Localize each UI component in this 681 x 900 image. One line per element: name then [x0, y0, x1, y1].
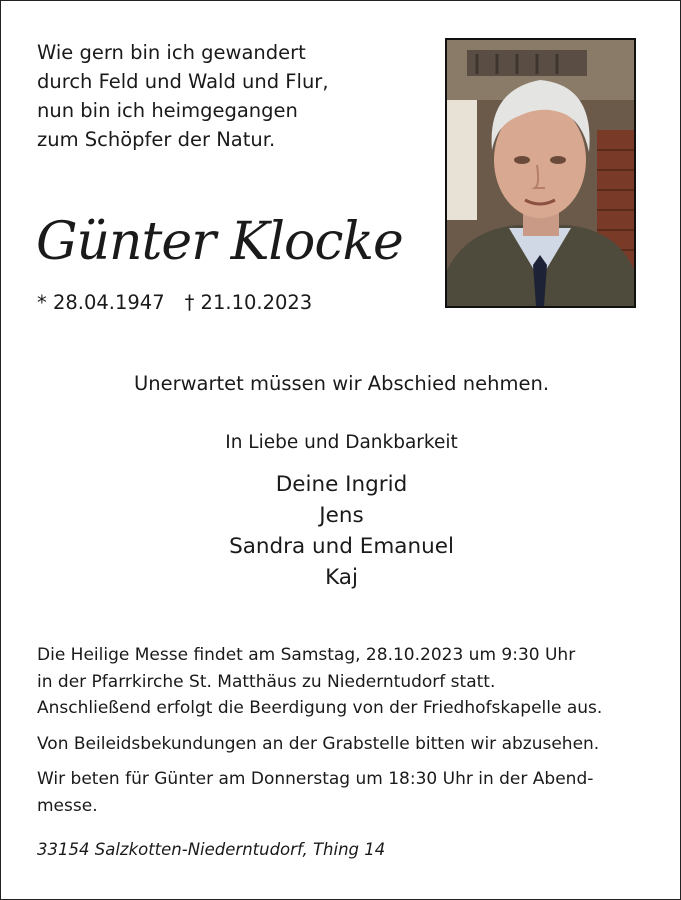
life-dates [37, 289, 312, 317]
poem-line: durch Feld und Wald und Flur, [37, 70, 329, 93]
mass-line: in der Pfarrkirche St. Matthäus zu Niederntudorf statt. [37, 671, 496, 692]
death-date: † 21.10.2023 [184, 291, 313, 314]
poem-line: Wie gern bin ich gewandert [37, 41, 306, 64]
mourner-name: Jens [319, 503, 364, 528]
mourner-name: Deine Ingrid [275, 472, 408, 497]
deceased-name: Günter Klocke [36, 212, 403, 272]
poem-line: nun bin ich heimgegangen [37, 99, 298, 122]
mourner-name: Kaj [325, 565, 358, 590]
prayer-line: messe. [37, 795, 98, 816]
poem-line: zum Schöpfer der Natur. [37, 128, 276, 151]
mass-line: Die Heilige Messe findet am Samstag, 28.10.2023 um 9:30 Uhr [37, 645, 576, 665]
mourner-name: Sandra und Emanuel [229, 534, 454, 559]
condolences-note: Von Beileidsbekundungen an der Grabstelle bitten wir abzusehen. [37, 733, 600, 754]
mourners-list [1, 469, 681, 593]
poem [37, 38, 329, 154]
mass-line: Anschließend erfolgt die Beerdigung von der Friedhofskapelle aus. [37, 698, 603, 718]
portrait-photo [445, 38, 636, 308]
service-info [37, 642, 602, 819]
portrait-image [447, 40, 634, 306]
farewell-tagline: Unerwartet müssen wir Abschied nehmen. [133, 372, 550, 395]
prayer-line: Wir beten für Günter am Donnerstag um 18:30 Uhr in der Abend- [37, 769, 594, 789]
birth-date: * 28.04.1947 [37, 291, 165, 314]
family-address: 33154 Salzkotten-Niederntudorf, Thing 14 [37, 840, 386, 859]
closing-line: In Liebe und Dankbarkeit [225, 432, 458, 453]
